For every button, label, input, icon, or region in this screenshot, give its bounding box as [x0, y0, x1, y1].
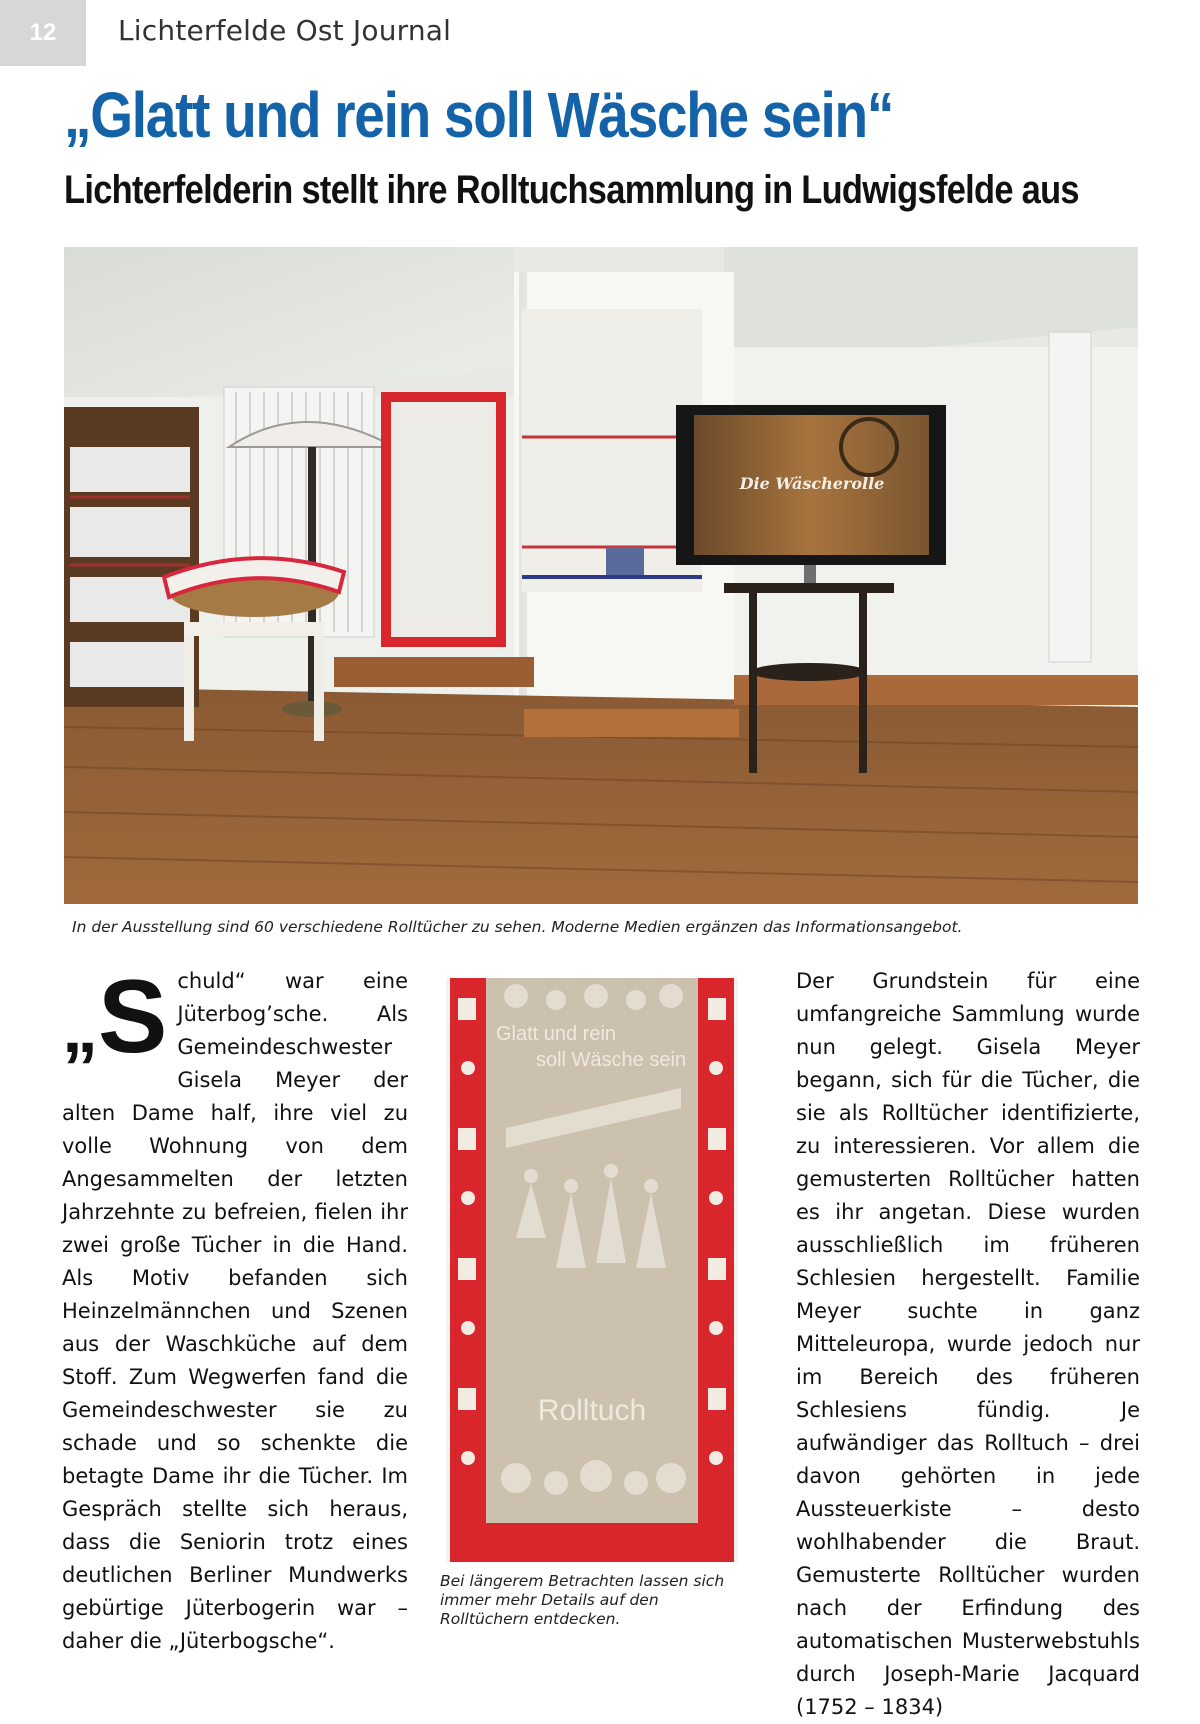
headline: „Glatt und rein soll Wäsche sein“ [64, 79, 894, 151]
left-column-text: chuld“ war eine Jüterbog’sche. Als Gemeindeschwester Gisela Meyer der alten Dame half, ihre viel zu volle Wohnung von dem Angesammelten der letzten Jahrzehnte zu befreien, fielen ihr zwei große Tücher in die Hand. Als Motiv befanden sich Heinzelmännchen und Szenen aus der Waschküche auf dem Stoff. Zum Wegwerfen fand die Gemeindeschwester sie zu schade und so schenkte die betagte Dame ihr die Tücher. Im Gespräch stellte sich heraus, dass die Seniorin trotz eines deutlichen Berliner Mundwerks gebürtige Jüterbogerin war – daher die „Jüterbogsche“. [62, 969, 408, 1653]
rolltuch-photo [446, 978, 738, 1562]
photo1-caption: In der Ausstellung sind 60 verschiedene Rolltücher zu sehen. Moderne Medien ergänzen das Informationsangebot. [72, 918, 963, 936]
rolltuch-motto-line1: Glatt und rein [495, 1023, 617, 1045]
tv-title: Die Wäscherolle [739, 474, 885, 493]
photo2-caption: Bei längerem Betrachten lassen sich immer mehr Details auf den Rolltüchern entdecken. [440, 1572, 725, 1628]
left-column [62, 959, 408, 1658]
page-number: 12 [0, 0, 86, 66]
rolltuch-label: Rolltuch [537, 1394, 647, 1427]
journal-title: Lichterfelde Ost Journal [118, 14, 452, 47]
subheadline: Lichterfelderin stellt ihre Rolltuchsammlung in Ludwigsfelde aus [64, 168, 1079, 212]
drop-cap: „S [62, 959, 168, 1075]
right-column: Der Grundstein für eine umfangreiche Sammlung wurde nun gelegt. Gisela Meyer begann, sich für die Tücher, die sie als Rolltücher identifizierte, zu interessieren. Vor allem die gemusterten Rolltücher hatten es ihr angetan. Diese wurden ausschließlich im früheren Schlesien hergestellt. Familie Meyer suchte in ganz Mitteleuropa, wurde jedoch nur im Bereich des früheren Schlesiens fündig. Je aufwändiger das Rolltuch – drei davon gehörten in jede Aussteuerkiste – desto wohlhabender die Braut. Gemusterte Rolltücher wurden nach der Erfindung des automatischen Musterwebstuhls durch Joseph-Marie Jacquard (1752 – 1834) [796, 969, 1140, 1719]
exhibition-photo [64, 247, 1138, 904]
rolltuch-motto-line2: soll Wäsche sein [535, 1049, 687, 1071]
